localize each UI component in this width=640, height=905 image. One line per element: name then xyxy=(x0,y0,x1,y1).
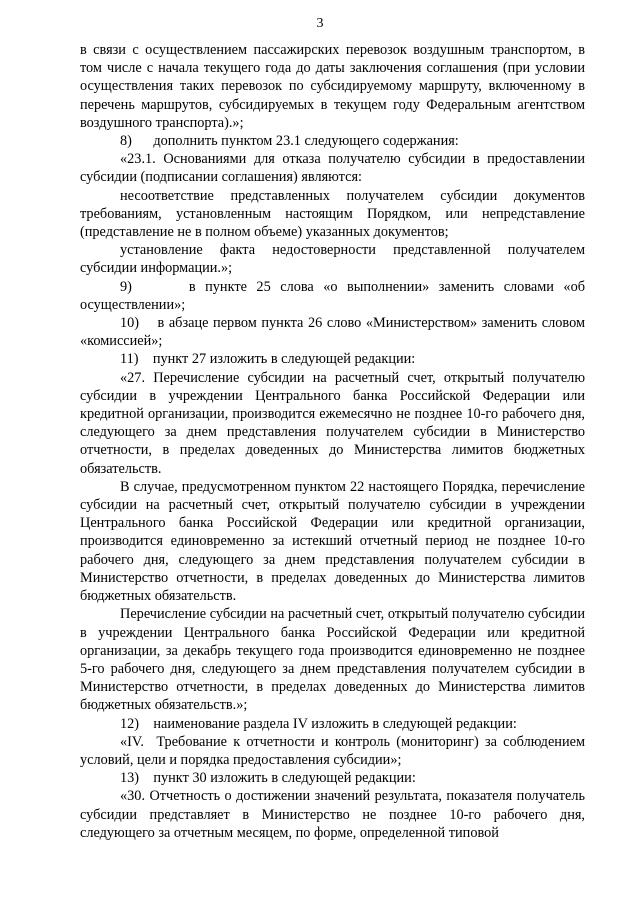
paragraph-item-10: 10) в абзаце первом пункта 26 слово «Министерством» заменить словом «комиссией»; xyxy=(80,315,585,350)
paragraph-23-1: «23.1. Основаниями для отказа получателю субсидии в предоставлении субсидии (подписании соглашения) являются: xyxy=(80,151,585,186)
paragraph-item-12: 12) наименование раздела IV изложить в следующей редакции: xyxy=(120,715,517,732)
paragraph-item-13: 13) пункт 30 изложить в следующей редакции: xyxy=(120,770,416,787)
paragraph-section-iv-title: «IV. Требование к отчетности и контроль (мониторинг) за соблюдением условий, цели и порядка предоставления субсидии»; xyxy=(80,733,585,768)
paragraph-27-case-22: В случае, предусмотренном пунктом 22 настоящего Порядка, перечисление субсидии на расчетный счет, открытый получателю субсидии в учреждении Центрального банка Российской Федерации или кредитной организации, производится единовременно за истекший отчетный период не позднее 10-го рабочего дня, следующего за днем представления получателем субсидии в Министерство отчетности, в пределах доведенных до Министерства лимитов бюджетных обязательств. xyxy=(80,478,585,605)
document-body xyxy=(80,41,585,842)
paragraph-unreliability: установление факта недостоверности представленной получателем субсидии информации.»; xyxy=(80,242,585,277)
paragraph-30: «30. Отчетность о достижении значений результата, показателя получатель субсидии представляет в Министерство не позднее 10-го рабочего дня, следующего за отчетным месяцем, по форме, определенной типовой xyxy=(80,788,585,841)
paragraph-27-december: Перечисление субсидии на расчетный счет, открытый получателю субсидии в учреждении Центрального банка Российской Федерации или кредитной организации, за декабрь текущего года производится единовременно не позднее 5-го рабочего дня, следующего за днем представления получателем субсидии в Министерство отчетности, в пределах доведенных до Министерства лимитов бюджетных обязательств.»; xyxy=(80,606,585,714)
paragraph-item-9: 9) в пункте 25 слова «о выполнении» заменить словами «об осуществлении»; xyxy=(80,278,585,313)
paragraph-continuation: в связи с осуществлением пассажирских перевозок воздушным транспортом, в том числе с начала текущего года до даты заключения соглашения (при условии осуществления таких перевозок по субсидируемому маршруту, включенному в перечень маршрутов, субсидируемых в текущем году Федеральным агентством воздушного транспорта).»; xyxy=(80,42,585,131)
page-number: 3 xyxy=(316,16,324,31)
paragraph-item-8: 8) дополнить пунктом 23.1 следующего содержания: xyxy=(120,133,459,150)
paragraph-item-11: 11) пункт 27 изложить в следующей редакции: xyxy=(120,351,416,368)
paragraph-27: «27. Перечисление субсидии на расчетный счет, открытый получателю субсидии в учреждении Центрального банка Российской Федерации или кредитной организации, производится ежемесячно не позднее 10-го рабочего дня, следующего за днем представления получателем субсидии в Министерство отчетности, в пределах доведенных до Министерства лимитов бюджетных обязательств. xyxy=(80,369,585,477)
paragraph-nonconformity: несоответствие представленных получателем субсидии документов требованиям, установленным настоящим Порядком, или непредставление (представление не в полном объеме) указанных документов; xyxy=(80,187,585,241)
